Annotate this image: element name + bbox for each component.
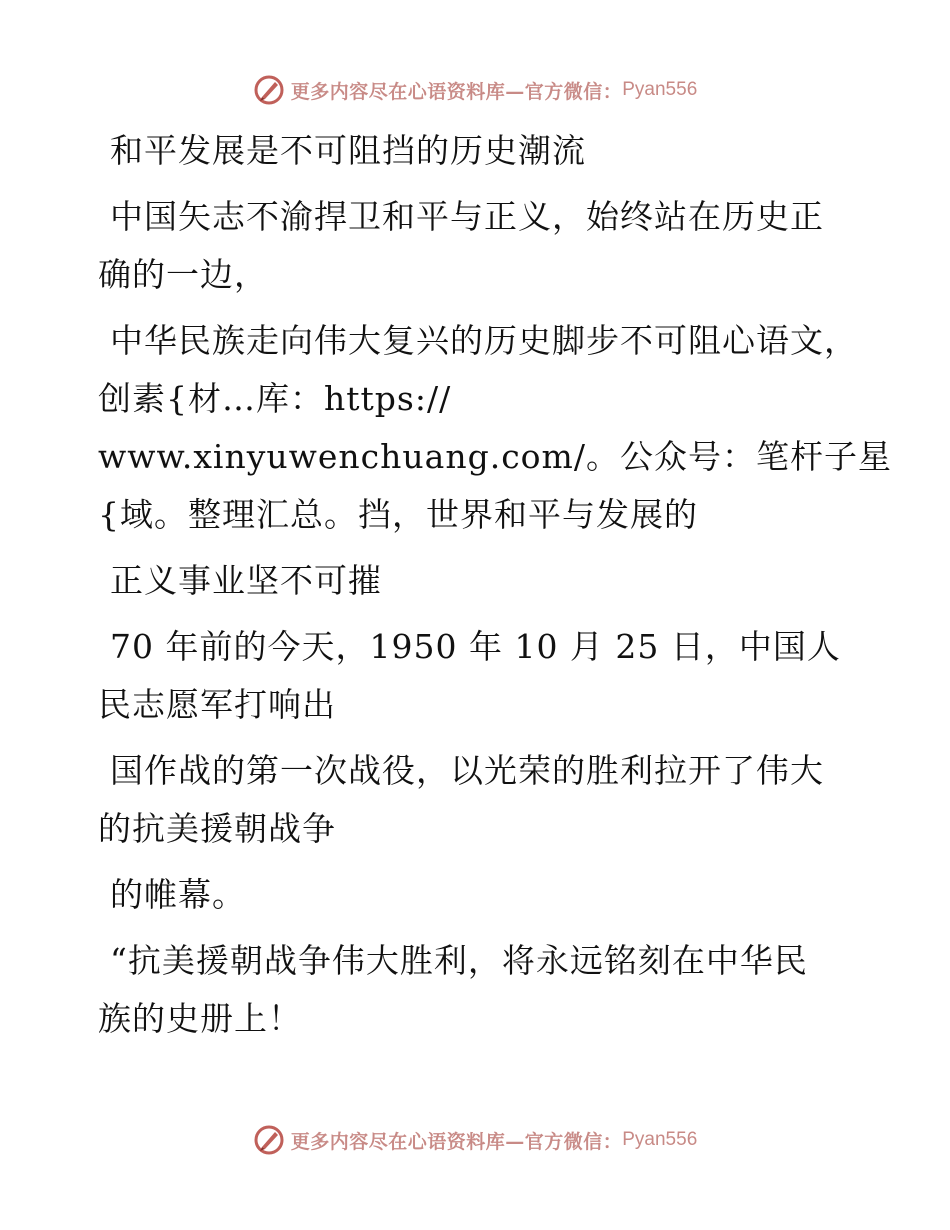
pen-logo-icon [253,74,285,106]
text-line: 创素{材…库：https:// [98,379,452,418]
text-line: {域。整理汇总。挡，世界和平与发展的 [98,495,698,534]
text-line: www.xinyuwenchuang.com/。公众号：笔杆子星 [98,437,892,476]
pen-logo-icon [253,1124,285,1156]
document-body [98,122,892,1048]
banner-text: 更多内容尽在心语资料库—官方微信： [290,80,623,103]
header-watermark-banner [0,70,950,110]
banner-wechat-id: Pyan556 [622,79,698,100]
text-line: 的抗美援朝战争 [98,809,336,848]
text-line: 国作战的第一次战役，以光荣的胜利拉开了伟大 [110,751,824,790]
text-line: 中国矢志不渝捍卫和平与正义，始终站在历史正 [110,197,824,236]
text-line: 族的史册上！ [98,999,302,1038]
text-line: “抗美援朝战争伟大胜利，将永远铭刻在中华民 [110,941,808,980]
banner-wechat-id: Pyan556 [622,1129,698,1150]
text-line: 的帷幕。 [110,875,246,914]
text-line: 中华民族走向伟大复兴的历史脚步不可阻心语文， [110,321,858,360]
text-line: 70 年前的今天，1950 年 10 月 25 日，中国人 [110,627,841,666]
text-line: 和平发展是不可阻挡的历史潮流 [110,131,586,170]
text-line: 民志愿军打响出 [98,685,336,724]
banner-text: 更多内容尽在心语资料库—官方微信： [290,1130,623,1153]
footer-watermark-banner [0,1120,950,1160]
text-line: 正义事业坚不可摧 [110,561,382,600]
text-line: 确的一边， [98,255,268,294]
